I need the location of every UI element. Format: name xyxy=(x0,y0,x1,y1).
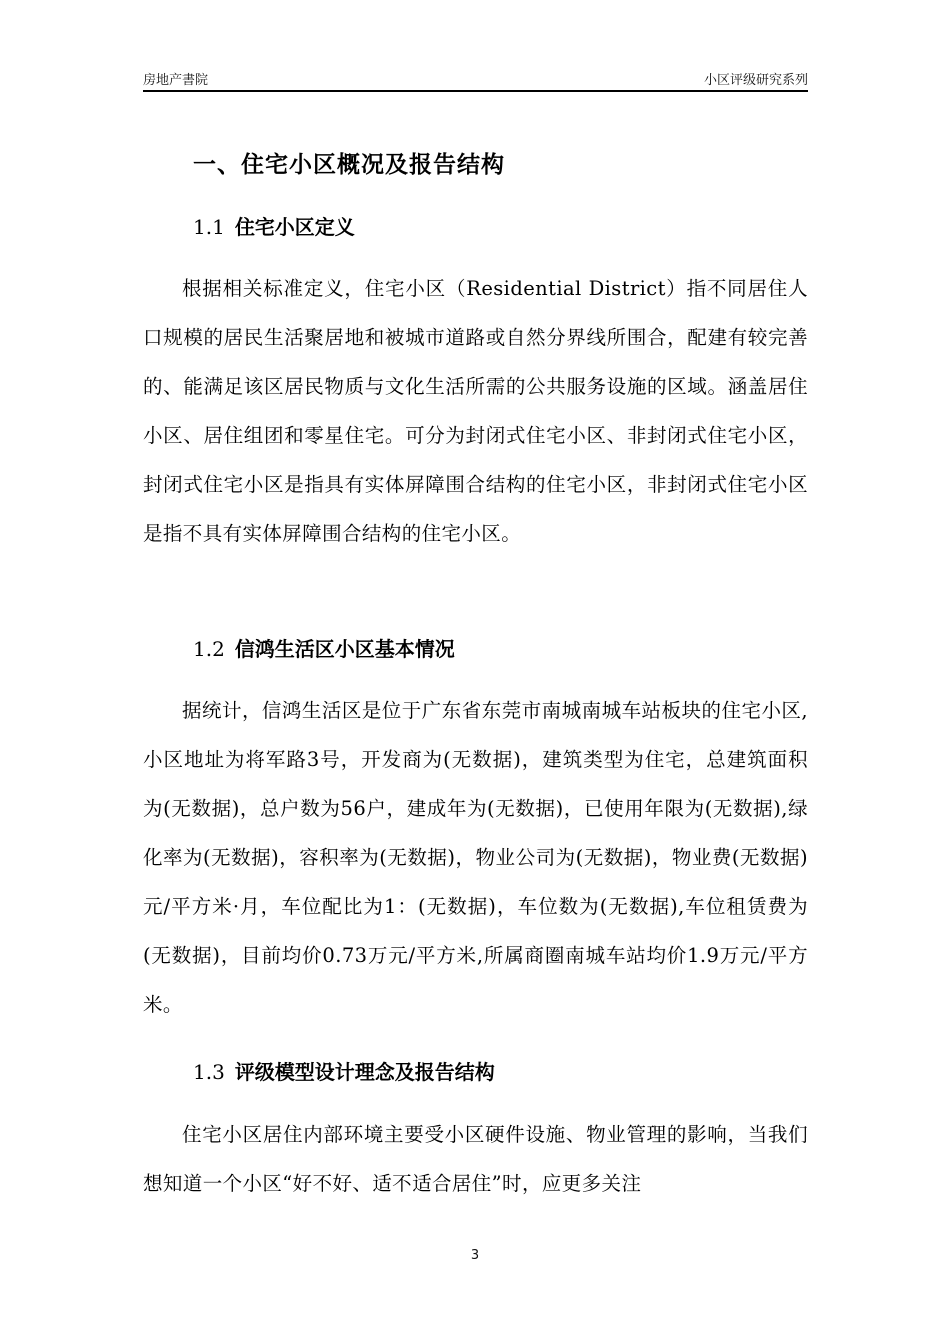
section-heading-1-1 xyxy=(193,211,355,240)
page-header xyxy=(143,66,808,92)
section-title: 住宅小区定义 xyxy=(234,215,355,239)
section-title: 评级模型设计理念及报告结构 xyxy=(234,1060,495,1084)
section-paragraph-1-1: 根据相关标准定义，住宅小区（Residential District）指不同居住人口规模的居民生活聚居地和被城市道路或自然分界线所围合，配建有较完善的、能满足该区居民物质与文化生活所需的公共服务设施的区域。涵盖居住小区、居住组团和零星住宅。可分为封闭式住宅小区、非封闭式住宅小区，封闭式住宅小区是指具有实体屏障围合结构的住宅小区，非封闭式住宅小区是指不具有实体屏障围合结构的住宅小区。 xyxy=(143,277,808,545)
section-number: 1.1 xyxy=(193,215,225,239)
section-heading-1-3 xyxy=(193,1056,495,1085)
section-number: 1.2 xyxy=(193,637,225,661)
page-number: 3 xyxy=(470,1248,480,1263)
section-paragraph-1-3: 住宅小区居住内部环境主要受小区硬件设施、物业管理的影响，当我们想知道一个小区“好不好、适不适合居住”时，应更多关注 xyxy=(143,1123,808,1195)
section-title: 信鸿生活区小区基本情况 xyxy=(234,637,455,661)
section-paragraph-1-2: 据统计，信鸿生活区是位于广东省东莞市南城南城车站板块的住宅小区,小区地址为将军路3号，开发商为(无数据)，建筑类型为住宅，总建筑面积为(无数据)，总户数为56户，建成年为(无数据)，已使用年限为(无数据),绿化率为(无数据)，容积率为(无数据)，物业公司为(无数据)，物业费(无数据)元/平方米·月，车位配比为1：(无数据)，车位数为(无数据),车位租赁费为(无数据)，目前均价0.73万元/平方米,所属商圈南城车站均价1.9万元/平方米。 xyxy=(143,699,808,1016)
section-number: 1.3 xyxy=(193,1060,225,1084)
section-heading-1-2 xyxy=(193,633,455,662)
header-publisher: 房地产書院 xyxy=(143,73,209,88)
header-series-title: 小区评级研究系列 xyxy=(703,73,808,88)
chapter-title: 一、住宅小区概况及报告结构 xyxy=(193,152,505,178)
